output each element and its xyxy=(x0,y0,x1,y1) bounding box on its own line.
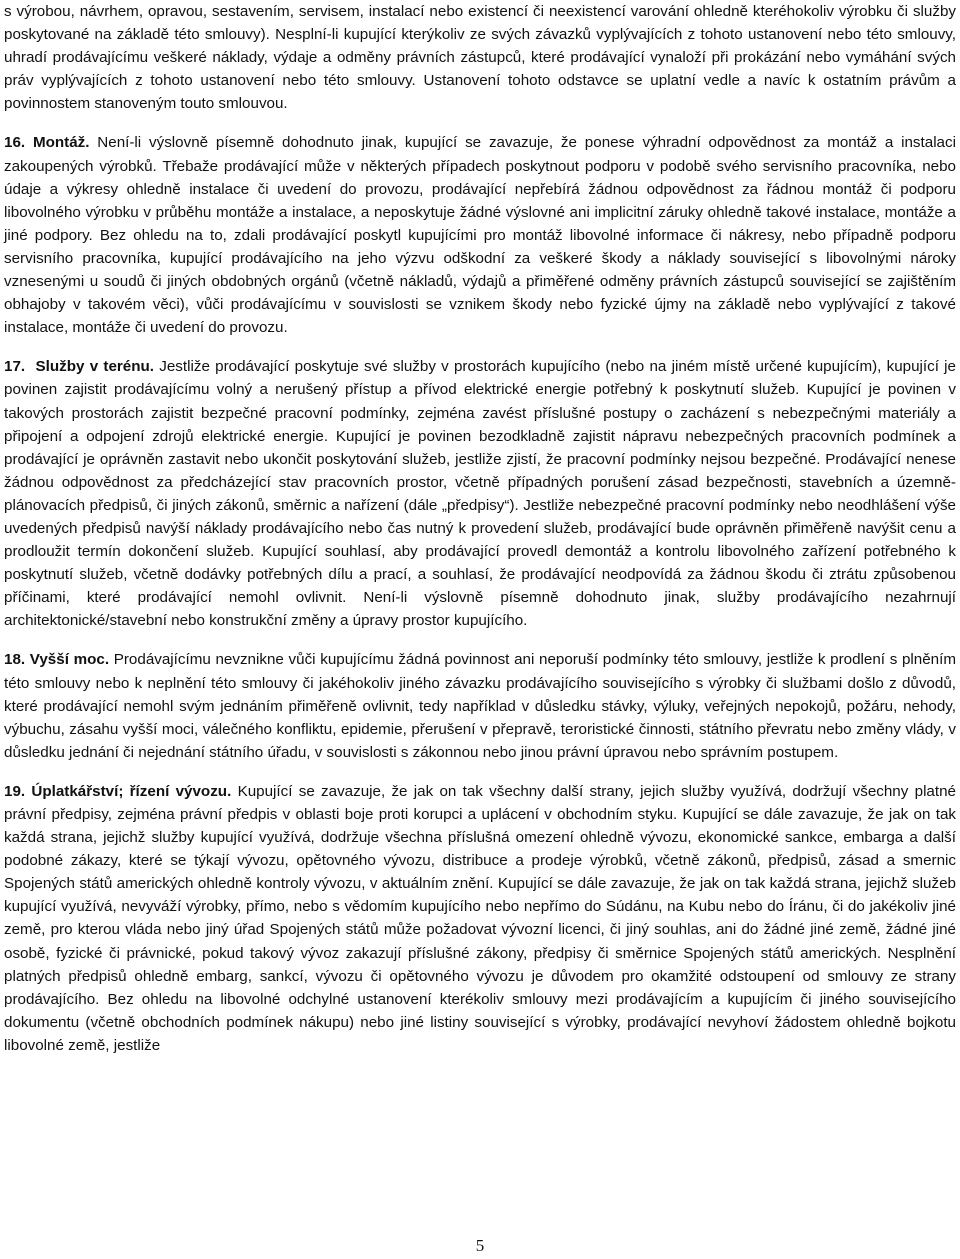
section-16-text: Není-li výslovně písemně dohodnuto jinak, kupující se zavazuje, že ponese výhradní odpovědnost za montáž a instalaci zakoupených výrobků. Třebaže prodávající může v některých případech poskytnout podporu v podobě svého servisního pracovníka, nebo údaje a výkresy ohledně instalace či uvedení do provozu, prodávající nepřebírá žádnou odpovědnost za řádnou montáž či podporu libovolného výrobku v průběhu montáže a instalace, a neposkytuje žádné výslovné ani implicitní záruky ohledně takové instalace, montáže a jiné podpory. Bez ohledu na to, zdali prodávající poskytl kupujícími pro montáž libovolné informace či nákresy, nebo případně podporu servisního pracovníka, kupující prodávajícího na jeho výzvu odškodní za veškeré škody a náklady související s libovolnými nároky vznesenými u soudů či jiných obdobných orgánů (včetně nákladů, výdajů a přiměřené odměny právních zástupců související se zajištěním obhajoby v takovém věci), vůči prodávajícímu v souvislosti se vznikem škody nebo fyzické újmy na základě nebo vyplývající z takové instalace, montáže či uvedení do provozu. xyxy=(4,134,956,337)
section-18-heading: 18. Vyšší moc. xyxy=(4,651,110,669)
section-18-text: Prodávajícímu nevznikne vůči kupujícímu žádná povinnost ani neporuší podmínky této smlouvy, jestliže k prodlení s plněním této smlouvy nebo k neplnění této smlouvy či jakéhokoliv jiného závazku prodávajícího souvisejícího s výrobky či službami došlo z důvodů, které prodávající nemohl svým jednáním přiměřeně ovlivnit, tedy například v důsledku stávky, výluky, veřejných nepokojů, požáru, nehody, výbuchu, zásahu vyšší moci, válečného konfliktu, epidemie, přerušení v přepravě, teroristické činnosti, státního převratu nebo změny vlády, v důsledku jednání či nejednání státního úřadu, v souvislosti s zákonnou nebo jinou právní úpravou nebo správním postupem. xyxy=(4,651,957,761)
document-body xyxy=(4,0,956,1057)
intro-paragraph: s výrobou, návrhem, opravou, sestavením, servisem, instalací nebo existencí či neexistencí varování ohledně kteréhokoliv výrobku či služby poskytované na základě této smlouvy). Nesplní-li kupující kterýkoliv ze svých závazků vyplývajících z tohoto ustanovení nebo této smlouvy, uhradí prodávajícímu veškeré náklady, výdaje a odměny právních zástupců, které prodávající vynaloží při prokázání nebo vymáhání svých práv vyplývajících z tohoto ustanovení nebo této smlouvy. Ustanovení tohoto odstavce se uplatní vedle a navíc k ostatním právům a povinnostem stanoveným touto smlouvou. xyxy=(4,3,956,113)
section-17-text: Jestliže prodávající poskytuje své služby v prostorách kupujícího (nebo na jiném místě určené kupujícím), kupující je povinen zajistit prodávajícímu volný a nerušený přístup a přívod elektrické energie potřebný k poskytnutí služeb. Kupující je povinen v takových prostorách zajistit bezpečné pracovní podmínky, zejména zavést příslušné postupy o zacházení s nebezpečnými materiály a připojení a odpojení zdrojů elektrické energie. Kupující je povinen bezodkladně zajistit nápravu nebezpečných pracovních podmínek a prodávající je oprávněn zastavit nebo ukončit poskytování služeb, jestliže zjistí, že pracovní podmínky nejsou bezpečné. Prodávající nenese žádnou odpovědnost za předcházející stav pracovních prostor, včetně případných porušení zásad bezpečnosti, stavebních a územně-plánovacích předpisů, či jiných zákonů, směrnic a nařízení (dále „předpisy“). Jestliže nebezpečné pracovní podmínky nebo neodhlášení výše uvedených předpisů navýší náklady prodávajícího nebo čas nutný k provedení služeb, prodávající bude oprávněn přiměřeně navýšit cenu a prodloužit termín dokončení služeb. Kupující souhlasí, aby prodávající provedl demontáž a kontrolu libovolného zařízení potřebného k poskytnutí služeb, včetně dodávky potřebných dílu a prací, a souhlasí, že prodávající neodpovídá za žádnou škodu či ztrátu způsobenou příčinami, které prodávající nemohl ovlivnit. Není-li výslovně písemně dohodnuto jinak, služby prodávajícího nezahrnují architektonické/stavební nebo konstrukční změny a úpravy prostor kupujícího. xyxy=(4,358,956,630)
section-19-heading: 19. Úplatkářství; řízení vývozu. xyxy=(4,782,232,800)
section-19-paragraph xyxy=(4,780,956,1057)
section-19-text: Kupující se zavazuje, že jak on tak všechny další strany, jejich služby využívá, dodržují všechny platné právní předpisy, zejména právní předpis v oblasti boje proti korupci a uplácení v obchodním styku. Kupující se dále zavazuje, že jak on tak každá strana, jejichž služby kupující využívá, dodržuje všechna příslušná omezení ohledně vývozu, ekonomické sankce, embarga a další podobné zákazy, které se týkají vývozu, opětovného vývozu, distribuce a prodeje výrobků, včetně zákonů, předpisů, zásad a smernic Spojených států amerických ohledně kontroly vývozu, v aktuálním znění. Kupující se dále zavazuje, že jak on tak každá strana, jejichž služeb kupující využívá, nevyváží výrobky, přímo, nebo s vědomím kupujícího nebo nepřímo do Súdánu, na Kubu nebo do Íránu, či do jakékoliv jiné země, pro kterou vláda nebo jiný úřad Spojených států může požadovat vývozní licenci, či jiný souhlas, ani do žádné jiné země, žádné jiné osobě, fyzické či právnické, pokud takový vývoz zakazují příslušné zákony, předpisy či směrnice Spojených států amerických. Nesplnění platných předpisů ohledně embarg, sankcí, vývozu či opětovného vývozu je důvodem pro okamžité odstoupení od smlouvy ze strany prodávajícího. Bez ohledu na libovolné odchylné ustanovení kterékoliv smlouvy mezi prodávajícím a kupujícím či jiného souvisejícího dokumentu (včetně obchodních podmínek nákupu) nebo jiné listiny související s výrobky, prodávající nevyhoví žádostem ohledně bojkotu libovolné země, jestliže xyxy=(4,782,956,1054)
page-number: 5 xyxy=(475,1236,485,1255)
section-18-paragraph xyxy=(4,648,956,763)
section-16-heading: 16. Montáž. xyxy=(4,134,90,152)
section-17-paragraph xyxy=(4,355,956,632)
section-17-heading: 17. Služby v terénu. xyxy=(4,358,155,376)
section-16-paragraph xyxy=(4,131,956,339)
